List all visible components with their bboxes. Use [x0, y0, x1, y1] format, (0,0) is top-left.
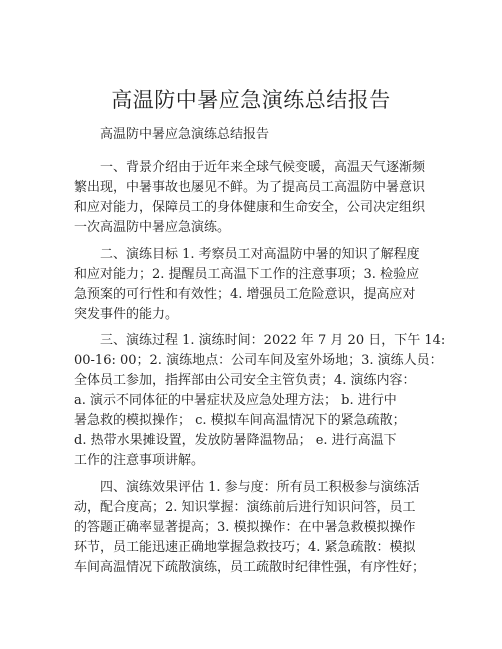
paragraph-3-line-6: d. 热带水果摊设置，发放防暑降温物品； e. 进行高温下	[74, 433, 397, 448]
paragraph-3-line-3: 全体员工参加，指挥部由公司安全主管负责；4. 演练内容：	[74, 373, 416, 388]
paragraph-3-line-7: 工作的注意事项讲解。	[74, 453, 205, 468]
paragraph-2-line-3: 急预案的可行性和有效性；4. 增强员工危险意识，提高应对	[74, 287, 416, 302]
paragraph-4-line-1: 四、演练效果评估 1. 参与度：所有员工积极参与演练活	[100, 480, 420, 495]
paragraph-4-line-3: 的答题正确率显著提高；3. 模拟操作：在中暑急救模拟操作	[74, 520, 416, 535]
paragraph-2-line-4: 突发事件的能力。	[74, 307, 179, 322]
paragraph-1-line-2: 繁出现，中暑事故也屡见不鲜。为了提高员工高温防中暑意识	[74, 180, 426, 195]
paragraph-4-line-5: 车间高温情况下疏散演练，员工疏散时纪律性强，有序性好；	[74, 560, 426, 575]
paragraph-3-line-5: 暑急救的模拟操作； c. 模拟车间高温情况下的紧急疏散；	[74, 413, 406, 428]
paragraph-3-line-4: a. 演示不同体征的中暑症状及应急处理方法； b. 进行中	[74, 393, 397, 408]
paragraph-2-line-1: 二、演练目标 1. 考察员工对高温防中暑的知识了解程度	[100, 247, 420, 262]
subtitle-line: 高温防中暑应急演练总结报告	[100, 127, 270, 142]
paragraph-4-line-4: 环节，员工能迅速正确地掌握急救技巧；4. 紧急疏散：模拟	[74, 540, 416, 555]
paragraph-3-line-1: 三、演练过程 1. 演练时间：2022 年 7 月 20 日，下午 14:	[100, 333, 446, 348]
paragraph-3-line-2: 00-16: 00；2. 演练地点：公司车间及室外场地；3. 演练人员：	[74, 353, 443, 368]
paragraph-1-line-4: 一次高温防中暑应急演练。	[74, 220, 231, 235]
paragraph-1-line-3: 和应对能力，保障员工的身体健康和生命安全，公司决定组织	[74, 200, 426, 215]
document-title: 高温防中暑应急演练总结报告	[111, 88, 391, 112]
paragraph-1-line-1: 一、背景介绍由于近年来全球气候变暖，高温天气逐渐频	[100, 160, 426, 175]
paragraph-2-line-2: 和应对能力；2. 提醒员工高温下工作的注意事项；3. 检验应	[74, 267, 420, 282]
paragraph-4-line-2: 动，配合度高；2. 知识掌握：演练前后进行知识问答，员工	[74, 500, 416, 515]
